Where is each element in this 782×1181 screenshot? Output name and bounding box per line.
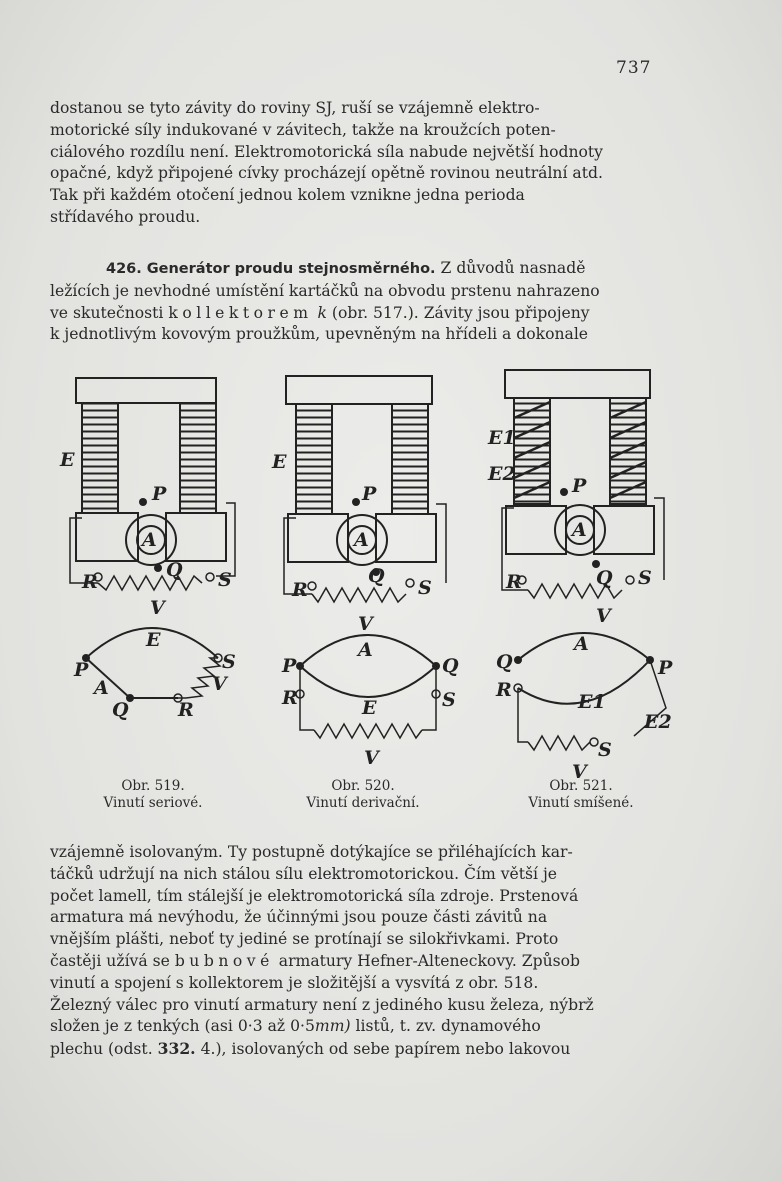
section-title: Generátor proudu stejnosměrného. [146,261,436,277]
text-line: motorické síly indukované v závitech, takže na kroužcích poten- [50,120,556,139]
label: Q [596,567,613,589]
label: Q [368,565,385,587]
caption-number: Obr. 521. [549,778,613,794]
field-coil-right [180,403,216,513]
label: R [496,679,512,701]
section-heading-line [50,258,686,281]
pole-shoe-right [594,506,654,554]
schematic-resistor [528,736,590,750]
field-coil-right [392,404,428,514]
field-coil-left [82,403,118,513]
field-coil-left [296,404,332,514]
paragraph-bottom [50,842,686,1061]
label: S [598,739,612,761]
text-fragment: listů, t. zv. dynamového [355,1017,541,1036]
label: A [574,633,589,655]
brush-p [352,498,360,506]
label: R [82,571,98,593]
label: V [212,673,227,695]
label: P [572,475,587,497]
figure-521 [487,370,673,783]
text-line: k jednotlivým kovovým proužkům, upevněným na hřídeli a dokonale [50,325,589,344]
pole-shoe-left [76,513,138,561]
label: S [638,567,652,589]
node [514,656,522,664]
node [296,662,304,670]
figure-519 [59,378,236,721]
text-line: ciálového rozdílu není. Elektromotorická síla nabude největší hodnoty [50,142,603,161]
caption-text: Vinutí seriové. [103,795,203,811]
label: A [572,519,587,541]
label: Q [166,559,183,581]
label: P [282,655,297,677]
text-fragment: častěji užívá se [50,951,170,970]
unit-mm: mm) [314,1017,351,1036]
schematic-arc [300,666,436,697]
section-text: Z důvodů nasnadě [440,259,586,277]
label: S [442,689,456,711]
text-line: ležících je nevhodné umístění kartáčků na obvodu prstenu nahrazeno [50,281,600,300]
paragraph-top [50,98,686,229]
label: Q [112,699,129,721]
wire [518,688,528,742]
caption-number: Obr. 519. [121,778,185,794]
caption-text: Vinutí derivační. [306,795,420,811]
label: S [222,651,236,673]
wire [654,498,664,580]
caption-519 [68,778,238,812]
label: E [146,629,161,651]
label: E [362,697,377,719]
label: S [218,569,232,591]
label: V [358,613,373,635]
label: P [74,659,89,681]
label: E1 [578,691,606,713]
label: V [596,605,611,627]
text-line: vzájemně isolovaným. Ty postupně dotýkajíce se přiléhajících kar- [50,843,573,861]
node [590,738,598,746]
wire [436,504,446,583]
label: A [142,529,157,551]
label: R [178,699,194,721]
label: P [658,657,673,679]
text-line: vinutí a spojení s kollektorem je složitější a vysvítá z obr. 518. [50,973,539,992]
text-line: opačné, když připojené cívky procházejí opětně rovinou neutrální atd. [50,164,603,183]
label: V [364,747,379,769]
label: E1 [488,427,516,449]
brush-p [560,488,568,496]
caption-number: Obr. 520. [331,778,395,794]
label: Q [496,651,513,673]
node [432,662,440,670]
text-line: Železný válec pro vinutí armatury není z jediného kusu železa, nýbrž [50,995,594,1014]
brush-q [154,564,162,572]
symbol-k: k [317,303,327,322]
label: R [292,579,308,601]
terminal-s [626,576,634,584]
text-line: vnějším plášti, neboť ty jediné se protínají se silokřivkami. Proto [50,930,559,949]
label: E2 [488,463,516,485]
label: P [362,483,377,505]
caption-521 [496,778,666,812]
terminal-r [308,582,316,590]
terminal-s [406,579,414,587]
schematic-resistor [314,724,422,738]
text-line: armatura má nevýhodu, že účinnými jsou pouze části závitů na [50,908,548,927]
label: E [60,449,75,471]
text-line [50,1038,686,1061]
section-426-paragraph [50,258,686,346]
spaced-term: bubnové [174,951,274,970]
text-fragment: plechu (odst. [50,1040,153,1059]
text-line [50,951,686,973]
section-number: 426. [106,261,142,277]
label: A [94,677,109,699]
text-line: dostanou se tyto závity do roviny SJ, ruší se vzájemně elektro- [50,99,540,117]
spaced-term: kollektorem [168,303,313,322]
label: V [150,597,165,619]
section-ref: 332. [157,1039,196,1059]
figure-520 [271,376,459,769]
label: E2 [644,711,672,733]
label: R [282,687,298,709]
magnet-yoke [76,378,216,403]
label: A [354,529,369,551]
dynamo-diagrams [40,358,740,828]
resistor-v [312,588,406,602]
text-line: střídavého proudu. [50,207,201,226]
label: Q [442,655,459,677]
caption-text: Vinutí smíšené. [528,795,634,811]
label: P [152,483,167,505]
text-line: táčků udržují na nich stálou sílu elektromotorickou. Čím větší je [50,864,558,883]
text-fragment: 4.), isolovaných od sebe papírem nebo lakovou [200,1040,571,1059]
caption-520 [278,778,448,812]
terminal-s [206,573,214,581]
text-fragment: (obr. 517.). Závity jsou připojeny [331,303,590,322]
node [646,656,654,664]
text-line [50,1016,686,1038]
magnet-yoke [286,376,432,404]
magnet-yoke [505,370,650,398]
text-fragment: ve skutečnosti [50,303,164,322]
pole-shoe-left [506,506,566,554]
pole-shoe-right [376,514,436,562]
label: E [272,451,287,473]
label: S [418,577,432,599]
text-fragment: složen je z tenkých (asi 0·3 až 0·5 [50,1017,315,1036]
label: R [506,571,522,593]
text-line: Tak při každém otočení jednou kolem vznikne jedna perioda [50,186,525,205]
label: V [572,761,587,783]
pole-shoe-left [288,514,348,562]
text-line [50,303,686,325]
figures-area [40,358,740,828]
brush-p [139,498,147,506]
page-number: 737 [616,58,652,78]
resistor-v [98,576,202,590]
text-fragment: armatury Hefner-Alteneckovy. Způsob [278,951,581,970]
label: A [358,639,373,661]
text-line: počet lamell, tím stálejší je elektromotorická síla zdroje. Prstenová [50,886,579,905]
